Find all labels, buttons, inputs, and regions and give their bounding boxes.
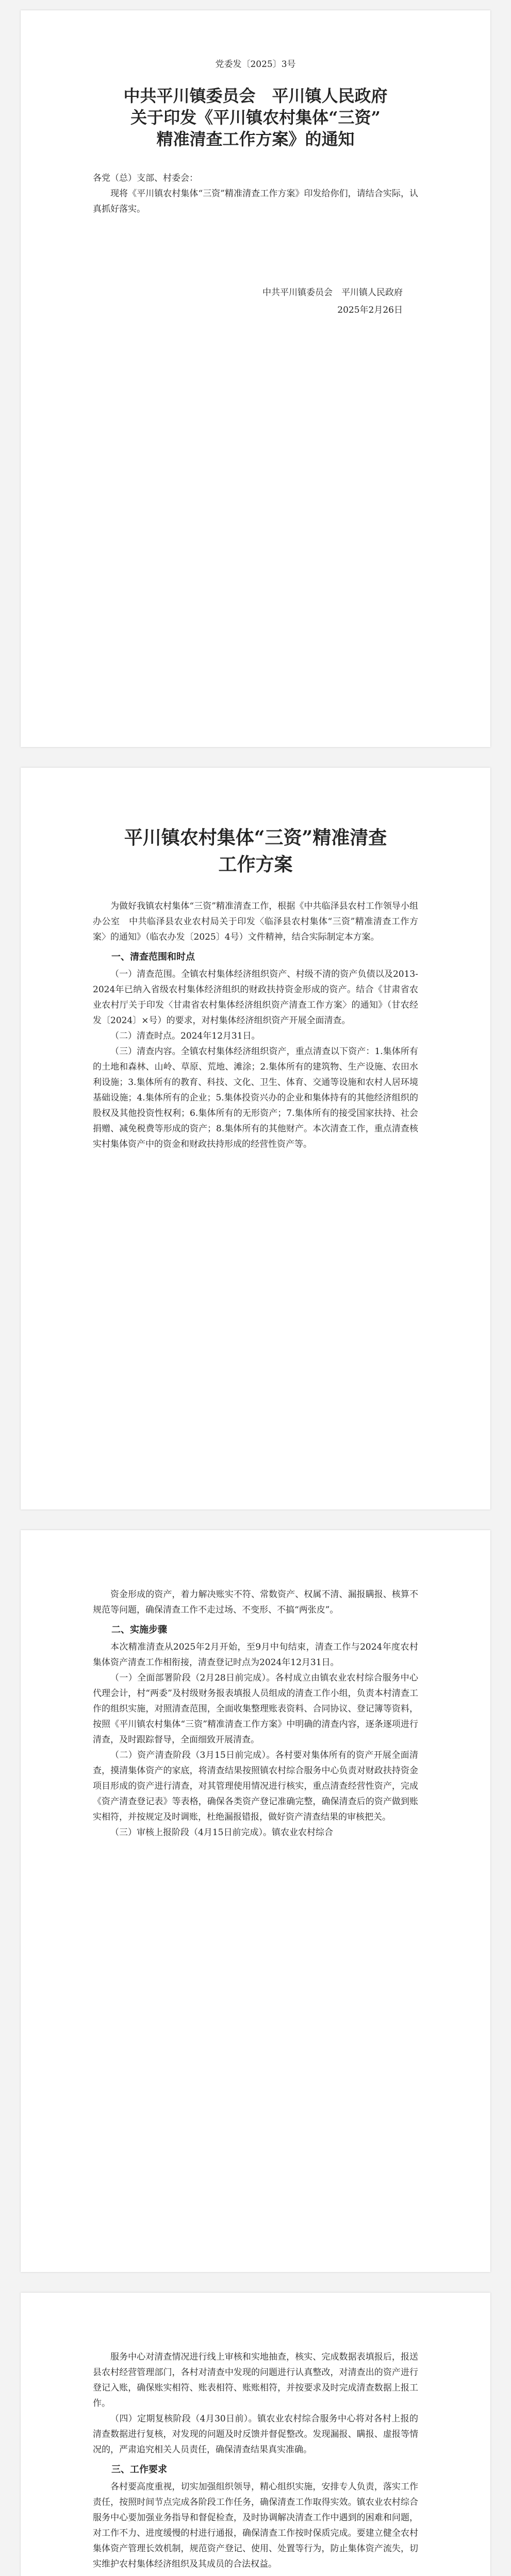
page-3 <box>21 1530 490 2272</box>
issuer-line: 中共平川镇委员会 平川镇人民政府 <box>123 86 388 106</box>
section-2-step-2: （二）资产清查阶段（3月15日前完成）。各村要对集体所有的资产开展全面清查，摸清集体资产的家底，将清查结果按照镇农村综合服务中心负责对财政扶持资金项目形成的资产进行清查，对其管理使用情况进行核实，重点清查经营性资产，完成《资产清查登记表》等表格，确保各类资产登记准确完整，确保清查后的资产做到账实相符，并按规定及时调账，杜绝漏报错报，做好资产清查结果的审核把关。 <box>93 1750 418 1822</box>
page-2 <box>21 768 490 1510</box>
section-2-step-4: （四）定期复核阶段（4月30日前）。镇农业农村综合服务中心将对各村上报的清查数据进行复核，对发现的问题及时反馈并督促整改。发现漏报、瞒报、虚报等情况的，严肃追究相关人员责任，确保清查结果真实准确。 <box>93 2414 418 2455</box>
notice-title-line-1: 关于印发《平川镇农村集体“三资” <box>130 108 381 127</box>
issue-date: 2025年2月26日 <box>337 305 403 315</box>
section-3-heading: 三、工作要求 <box>111 2464 167 2475</box>
section-2-step-1: （一）全面部署阶段（2月28日前完成）。各村成立由镇农业农村综合服务中心代理会计，村“两委”及村级财务报表填报人员组成的清查工作小组，负责本村清查工作的组织实施，对照清查范围，全面收集整理账表资料、合同协议、登记簿等资料，按照《平川镇农村集体“三资”精准清查工作方案》中明确的清查内容，逐条逐项进行清查，及时跟踪督导，全面细致开展清查。 <box>93 1673 418 1745</box>
section-1-heading: 一、清查范围和时点 <box>111 952 195 962</box>
plan-intro: 为做好我镇农村集体“三资”精准清查工作，根据《中共临泽县农村工作领导小组办公室 中共临泽县农业农村局关于印发〈临泽县农村集体“三资”精准清查工作方案〉的通知》（临农办发〔2025〕4号）文件精神，结合实际制定本方案。 <box>93 901 418 942</box>
page-1 <box>21 10 490 747</box>
section-1-content: （三）清查内容。全镇农村集体经济组织资产，重点清查以下资产：1.集体所有的土地和森林、山岭、草原、荒地、滩涂；2.集体所有的建筑物、生产设施、农田水利设施；3.集体所有的教育、科技、文化、卫生、体育、交通等设施和农村人居环境基础设施；4.集体所有的企业；5.集体投资兴办的企业和集体持有的其他经济组织的股权及其他投资性权利；6.集体所有的无形资产；7.集体所有的接受国家扶持、社会捐赠、减免税费等形成的资产；8.集体所有的其他财产。本次清查工作，重点清查核实村集体资产中的资金和财政扶持形成的经营性资产等。 <box>93 1046 418 1149</box>
page-3-continuation: 资金形成的资产，着力解决账实不符、常数资产、权属不清、漏报瞒报、核算不规范等问题，确保清查工作不走过场、不变形、不搞“两张皮”。 <box>93 1589 418 1615</box>
section-2-intro: 本次精准清查从2025年2月开始，至9月中旬结束，清查工作与2024年度农村集体资产清查工作相衔接，清查登记时点为2024年12月31日。 <box>93 1642 418 1668</box>
salutation: 各党（总）支部、村委会： <box>93 173 198 183</box>
plan-title-line-2: 工作方案 <box>218 854 293 875</box>
document-number: 党委发〔2025〕3号 <box>215 59 296 70</box>
plan-title-line-1: 平川镇农村集体“三资”精准清查 <box>124 827 387 849</box>
signer: 中共平川镇委员会 平川镇人民政府 <box>262 287 403 298</box>
section-2-heading: 二、实施步骤 <box>111 1624 167 1635</box>
page-4 <box>21 2293 490 2576</box>
page-4-continuation: 服务中心对清查情况进行线上审核和实地抽查，核实、完成数据表填报后，报送县农村经营管理部门，各村对清查中发现的问题进行认真整改，对清查出的资产进行登记入账，确保账实相符、账表相符、账账相符，并按要求及时完成清查数据上报工作。 <box>93 2352 418 2409</box>
section-1-date: （二）清查时点。2024年12月31日。 <box>110 1031 260 1041</box>
notice-title-line-2: 精准清查工作方案》的通知 <box>156 129 355 149</box>
section-1-scope: （一）清查范围。全镇农村集体经济组织资产、村级不清的资产负债以及2013-2024年已纳入省级农村集体经济组织的财政扶持资金形成的资产。结合《甘肃省农业农村厅关于印发〈甘肃省农村集体经济组织资产清查工作方案〉的通知》（甘农经发〔2024〕×号）的要求，对村集体经济组织资产开展全面清查。 <box>93 969 418 1026</box>
section-2-step-3: （三）审核上报阶段（4月15日前完成）。镇农业农村综合 <box>110 1827 333 1838</box>
notice-body: 现将《平川镇农村集体“三资”精准清查工作方案》印发给你们，请结合实际，认真抓好落实。 <box>93 189 418 214</box>
section-3-body: 各村要高度重视，切实加强组织领导，精心组织实施，安排专人负责，落实工作责任，按照时间节点完成各阶段工作任务，确保清查工作取得实效。镇农业农村综合服务中心要加强业务指导和督促检查，及时协调解决清查工作中遇到的困难和问题，对工作不力、进度缓慢的村进行通报，确保清查工作按时保质完成。要建立健全农村集体资产管理长效机制，规范资产登记、使用、处置等行为，防止集体资产流失，切实维护农村集体经济组织及其成员的合法权益。 <box>93 2482 418 2569</box>
